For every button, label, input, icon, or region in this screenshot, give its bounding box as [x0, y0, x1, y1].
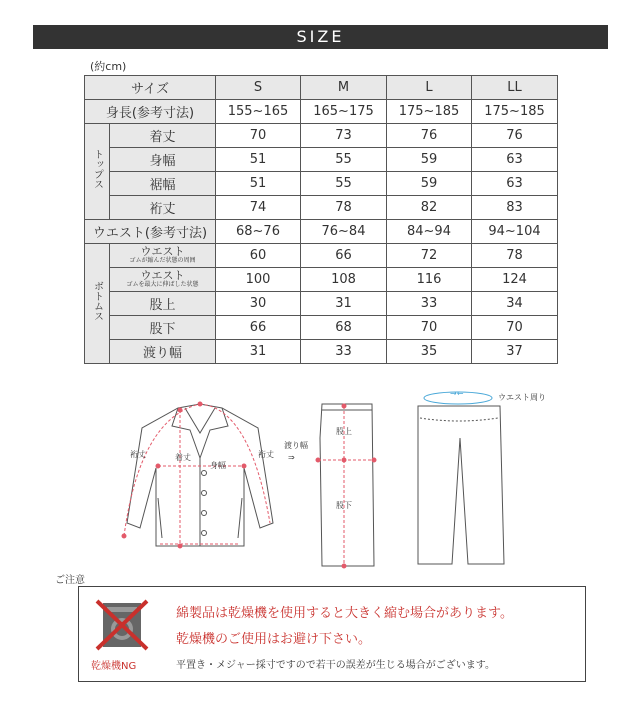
table-cell: 33: [301, 340, 387, 364]
table-corner: サイズ: [85, 76, 216, 100]
label-inseam: 股下: [336, 501, 352, 510]
table-row: [85, 124, 558, 148]
table-cell: 63: [472, 148, 558, 172]
table-row: [85, 244, 558, 268]
table-cell: 51: [216, 148, 301, 172]
table-cell: 59: [387, 172, 472, 196]
table-cell: 72: [387, 244, 472, 268]
table-cell: 31: [301, 292, 387, 316]
warning-text-2: 乾燥機のご使用はお避け下さい。: [176, 632, 372, 647]
row-label-text: ウエスト: [140, 269, 185, 282]
table-cell: 35: [387, 340, 472, 364]
table-row: [85, 220, 558, 244]
table-cell: 78: [301, 196, 387, 220]
row-label: 身幅: [110, 148, 216, 172]
table-cell: 76: [387, 124, 472, 148]
label-body-width: 身幅: [210, 461, 226, 470]
size-header: S: [216, 76, 301, 100]
row-label: 裾幅: [110, 172, 216, 196]
label-sleeve-length-right: 裄丈: [258, 450, 274, 459]
group-label-bottoms: [85, 244, 110, 364]
table-cell: 37: [472, 340, 558, 364]
label-waist-around: ウエスト周り: [498, 393, 546, 402]
table-cell: 55: [301, 148, 387, 172]
group-label-text: ボトムス: [91, 281, 103, 321]
pants-front-illustration: [418, 406, 504, 564]
label-rise: 股上: [336, 427, 352, 436]
table-row: [85, 316, 558, 340]
arrow-right-icon: ⇒: [288, 453, 295, 462]
table-row: [85, 196, 558, 220]
label-thigh-width: 渡り幅: [284, 441, 308, 450]
group-label-tops: [85, 124, 110, 220]
row-label-text: ウエスト: [140, 245, 185, 258]
table-cell: 68~76: [216, 220, 301, 244]
row-label: [110, 244, 216, 268]
row-label-note: ゴムが縮んだ状態の周囲: [129, 257, 196, 264]
no-dryer-icon: [93, 597, 151, 653]
table-cell: 74: [216, 196, 301, 220]
table-row: [85, 148, 558, 172]
row-label: 股下: [110, 316, 216, 340]
table-cell: 94~104: [472, 220, 558, 244]
table-cell: 33: [387, 292, 472, 316]
table-cell: 51: [216, 172, 301, 196]
group-label-text: トップス: [91, 149, 103, 189]
row-label: 裄丈: [110, 196, 216, 220]
row-label: 股上: [110, 292, 216, 316]
table-cell: 68: [301, 316, 387, 340]
shirt-illustration: [127, 404, 273, 546]
notes-box: [78, 586, 586, 682]
row-label: 渡り幅: [110, 340, 216, 364]
row-label-note: ゴムを最大に伸ばした状態: [126, 281, 199, 288]
label-sleeve-length: 裄丈: [130, 450, 146, 459]
table-cell: 82: [387, 196, 472, 220]
table-cell: 76~84: [301, 220, 387, 244]
table-header-row: [85, 76, 558, 100]
table-cell: 83: [472, 196, 558, 220]
size-table: [84, 75, 558, 364]
table-cell: 78: [472, 244, 558, 268]
table-cell: 70: [216, 124, 301, 148]
table-cell: 108: [301, 268, 387, 292]
table-cell: 165~175: [301, 100, 387, 124]
table-cell: 30: [216, 292, 301, 316]
table-cell: 63: [472, 172, 558, 196]
table-row: [85, 340, 558, 364]
table-cell: 59: [387, 148, 472, 172]
notes-title: ご注意: [55, 575, 85, 586]
table-cell: 100: [216, 268, 301, 292]
table-cell: 155~165: [216, 100, 301, 124]
table-cell: 73: [301, 124, 387, 148]
dryer-ng-label: 乾燥機NG: [91, 661, 137, 672]
row-label: ウエスト(参考寸法): [85, 220, 216, 244]
table-cell: 31: [216, 340, 301, 364]
table-cell: 124: [472, 268, 558, 292]
size-header: M: [301, 76, 387, 100]
table-cell: 175~185: [472, 100, 558, 124]
table-cell: 55: [301, 172, 387, 196]
label-length: 着丈: [175, 453, 191, 462]
shirt-measure-lines: [122, 402, 270, 548]
measurement-diagram: [0, 378, 640, 570]
row-label: 身長(参考寸法): [85, 100, 216, 124]
arrows-icon: →←: [450, 389, 464, 398]
measurement-note: 平置き・メジャー採寸ですので若干の誤差が生じる場合がございます。: [176, 660, 495, 671]
row-label: 着丈: [110, 124, 216, 148]
table-cell: 60: [216, 244, 301, 268]
table-cell: 76: [472, 124, 558, 148]
table-row: [85, 292, 558, 316]
table-row: [85, 100, 558, 124]
table-cell: 70: [387, 316, 472, 340]
row-label: [110, 268, 216, 292]
table-cell: 175~185: [387, 100, 472, 124]
section-title: SIZE: [296, 27, 345, 46]
table-cell: 66: [216, 316, 301, 340]
size-header: LL: [472, 76, 558, 100]
table-cell: 34: [472, 292, 558, 316]
size-header: L: [387, 76, 472, 100]
unit-label: (約cm): [90, 60, 127, 73]
table-cell: 70: [472, 316, 558, 340]
table-row: [85, 268, 558, 292]
table-row: [85, 172, 558, 196]
section-title-bar: [33, 25, 608, 49]
table-cell: 66: [301, 244, 387, 268]
warning-text-1: 綿製品は乾燥機を使用すると大きく縮む場合があります。: [176, 606, 513, 621]
table-cell: 84~94: [387, 220, 472, 244]
table-cell: 116: [387, 268, 472, 292]
